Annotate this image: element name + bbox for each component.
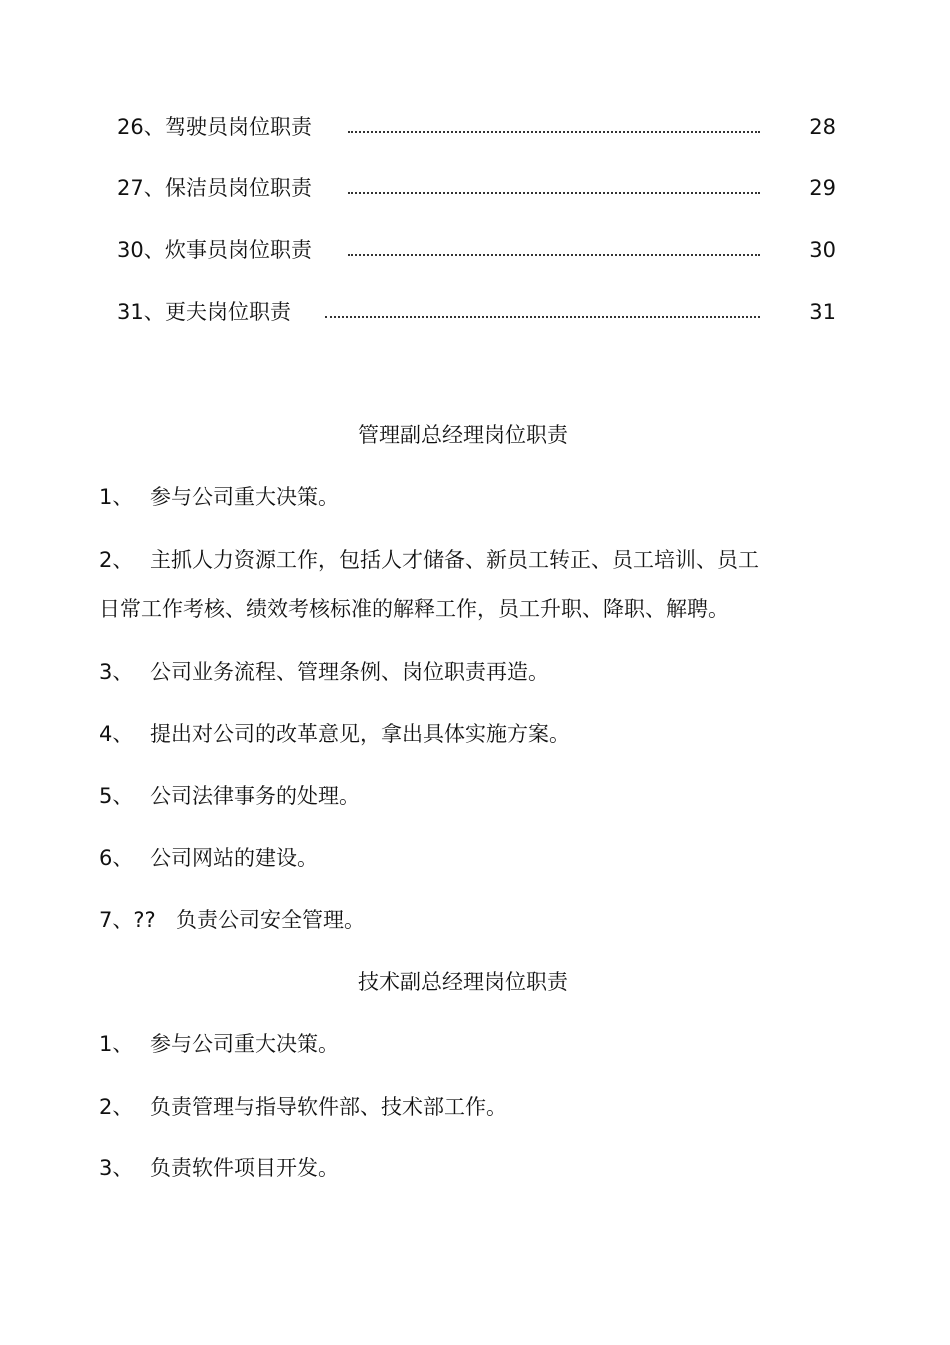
list-item: [99, 1148, 819, 1188]
list-item: [99, 1087, 819, 1127]
item-number: 4、: [99, 722, 134, 746]
item-text: 提出对公司的改革意见，拿出具体实施方案。: [150, 722, 570, 746]
item-text: 负责管理与指导软件部、技术部工作。: [150, 1095, 507, 1119]
toc-leader-dots: [325, 300, 760, 318]
section-heading: 技术副总经理岗位职责: [358, 970, 568, 994]
item-number: 1、: [99, 1032, 134, 1056]
toc-entry[interactable]: [0, 107, 950, 147]
toc-leader-dots: [348, 115, 760, 133]
item-text: 参与公司重大决策。: [150, 485, 339, 509]
item-number: 1、: [99, 485, 134, 509]
item-number: 3、: [99, 660, 134, 684]
list-item: [99, 776, 819, 816]
item-text: 主抓人力资源工作，包括人才储备、新员工转正、员工培训、员工: [150, 548, 759, 572]
item-number: 6、: [99, 846, 134, 870]
item-text: 参与公司重大决策。: [150, 1032, 339, 1056]
list-item: [99, 714, 819, 754]
toc-title: 驾驶员岗位职责: [165, 115, 312, 139]
item-text: 公司业务流程、管理条例、岗位职责再造。: [150, 660, 549, 684]
item-text: 负责公司安全管理。: [176, 908, 365, 932]
toc-title: 炊事员岗位职责: [165, 238, 312, 262]
toc-number: 26、: [117, 115, 165, 139]
item-text-continuation: 日常工作考核、绩效考核标准的解释工作，员工升职、降职、解聘。: [99, 597, 729, 621]
toc-entry[interactable]: [0, 230, 950, 270]
toc-number: 27、: [117, 176, 165, 200]
toc-page-number: 30: [809, 238, 836, 262]
item-text: 负责软件项目开发。: [150, 1156, 339, 1180]
section-heading: 管理副总经理岗位职责: [358, 423, 568, 447]
list-item: [99, 540, 819, 580]
toc-leader-dots: [348, 238, 760, 256]
toc-page-number: 28: [809, 115, 836, 139]
item-text: 公司法律事务的处理。: [150, 784, 360, 808]
toc-title: 更夫岗位职责: [165, 300, 291, 324]
list-item: [99, 1024, 819, 1064]
item-number: 3、: [99, 1156, 134, 1180]
list-item: [99, 838, 819, 878]
list-item: [99, 652, 819, 692]
item-number: 2、: [99, 548, 134, 572]
toc-number: 31、: [117, 300, 165, 324]
toc-page-number: 29: [809, 176, 836, 200]
item-number: 5、: [99, 784, 134, 808]
toc-entry[interactable]: [0, 292, 950, 332]
list-item: [99, 900, 819, 940]
toc-number: 30、: [117, 238, 165, 262]
item-text: 公司网站的建设。: [150, 846, 318, 870]
toc-entry[interactable]: [0, 168, 950, 208]
list-item: [99, 477, 819, 517]
toc-title: 保洁员岗位职责: [165, 176, 312, 200]
item-number: 7、??: [99, 908, 156, 932]
toc-page-number: 31: [809, 300, 836, 324]
item-number: 2、: [99, 1095, 134, 1119]
toc-leader-dots: [348, 176, 760, 194]
